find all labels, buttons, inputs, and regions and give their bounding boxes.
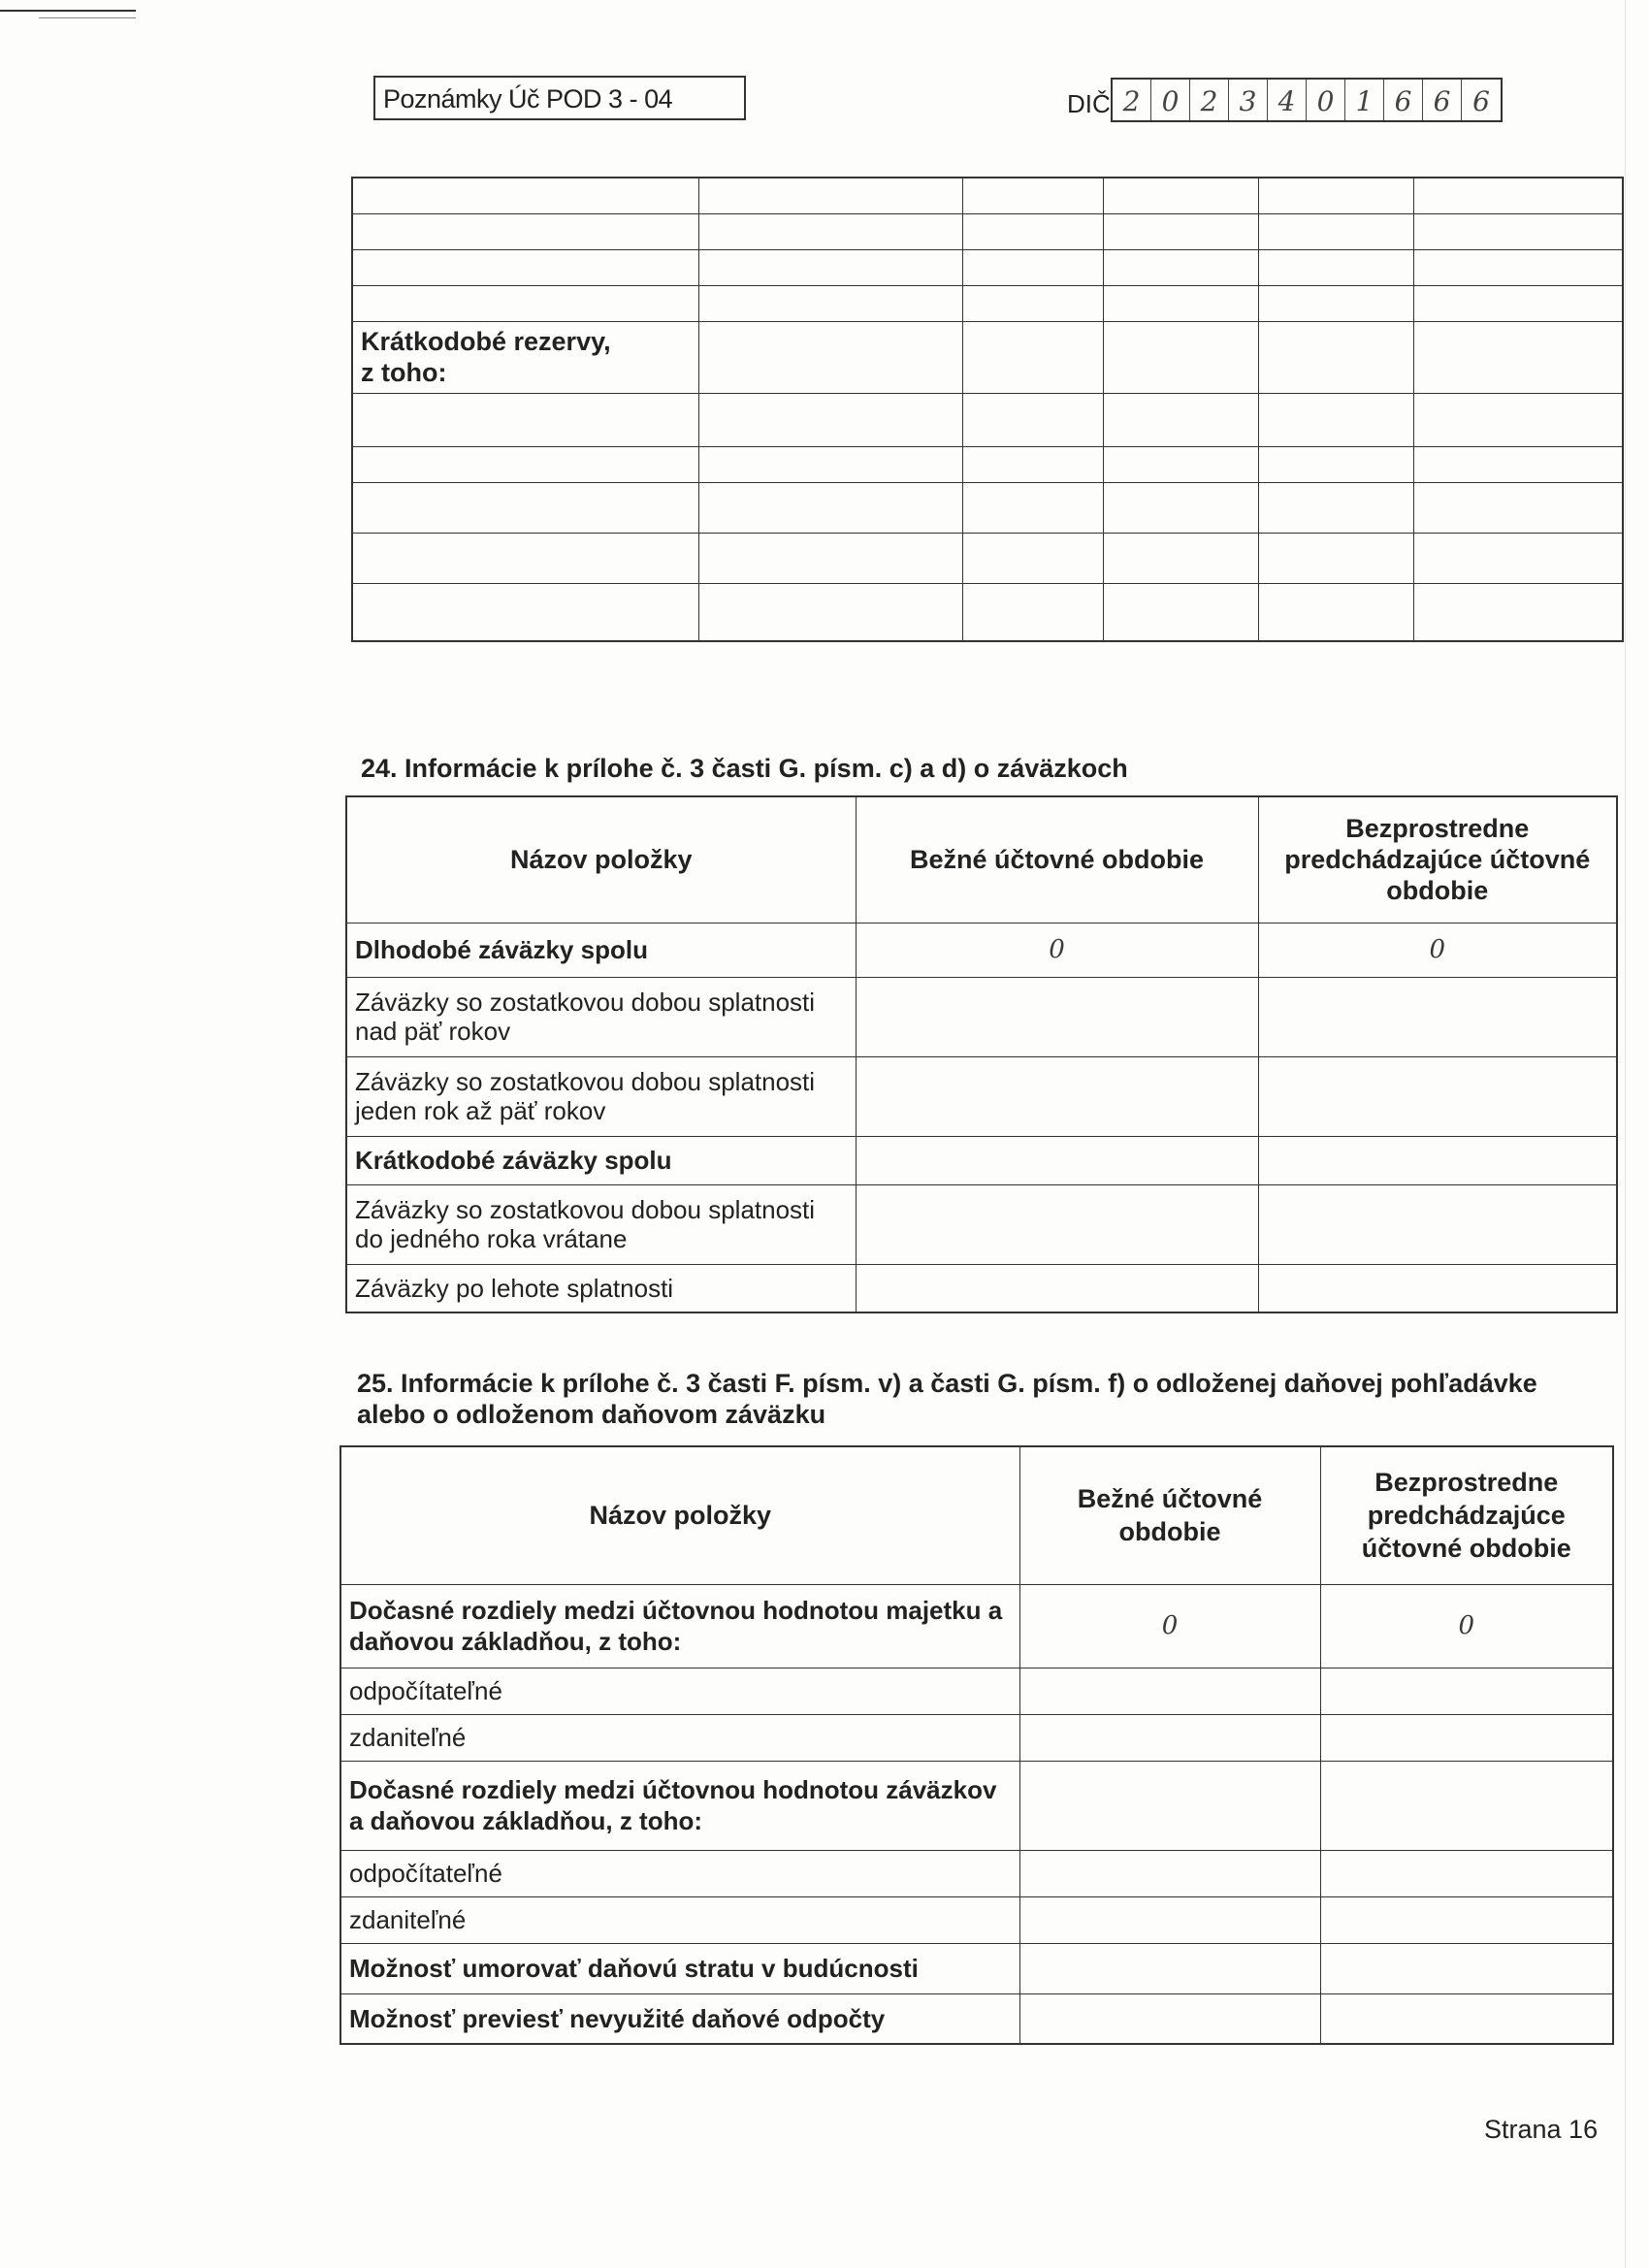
previous-value xyxy=(1320,1668,1613,1714)
previous-value xyxy=(1258,1264,1617,1312)
table-row xyxy=(340,1761,1613,1850)
row-label: odpočítateľné xyxy=(340,1668,1019,1714)
current-value xyxy=(1019,1850,1320,1896)
row-label: Záväzky so zostatkovou dobou splatnosti nad päť rokov xyxy=(346,977,856,1056)
row-label: Dočasné rozdiely medzi účtovnou hodnotou záväzkov a daňovou základňou, z toho: xyxy=(340,1761,1019,1850)
previous-value xyxy=(1258,977,1617,1056)
row-label: Záväzky so zostatkovou dobou splatnosti jeden rok až päť rokov xyxy=(346,1056,856,1136)
reserves-table xyxy=(351,177,1624,642)
previous-value: 0 xyxy=(1258,923,1617,977)
row-label: zdaniteľné xyxy=(340,1714,1019,1761)
current-value xyxy=(1019,1993,1320,2044)
table-row xyxy=(352,446,1623,482)
current-value xyxy=(1019,1668,1320,1714)
table-row xyxy=(346,923,1617,977)
table-row xyxy=(340,1896,1613,1943)
table-row xyxy=(346,1184,1617,1264)
table-header-row xyxy=(346,796,1617,923)
table-row xyxy=(340,1943,1613,1993)
column-header: Názov položky xyxy=(346,796,856,923)
column-header: Názov položky xyxy=(340,1446,1019,1584)
previous-value xyxy=(1320,1943,1613,1993)
dic-label: DIČ xyxy=(1067,89,1111,118)
page-number: Strana 16 xyxy=(1484,2115,1599,2144)
row-label: Záväzky so zostatkovou dobou splatnosti do jedného roka vrátane xyxy=(346,1184,856,1264)
table-row xyxy=(340,1668,1613,1714)
current-value xyxy=(1019,1896,1320,1943)
form-code: Poznámky Úč POD 3 - 04 xyxy=(373,76,746,120)
section-25-title: 25. Informácie k prílohe č. 3 časti F. písm. v) a časti G. písm. f) o odloženej daňovej pohľadávke alebo o odloženom daňovom záväzku xyxy=(357,1369,1537,1429)
scan-artifact-line xyxy=(39,17,136,18)
current-value xyxy=(856,1264,1258,1312)
previous-value xyxy=(1320,1850,1613,1896)
previous-value xyxy=(1320,1761,1613,1850)
current-value xyxy=(856,1184,1258,1264)
row-label: Dočasné rozdiely medzi účtovnou hodnotou majetku a daňovou základňou, z toho: xyxy=(340,1584,1019,1668)
row-label: Krátkodobé záväzky spolu xyxy=(346,1136,856,1184)
previous-value xyxy=(1320,1896,1613,1943)
previous-value xyxy=(1320,1993,1613,2044)
current-value: 0 xyxy=(1019,1584,1320,1668)
liabilities-table xyxy=(345,795,1618,1313)
dic-digit: 3 xyxy=(1229,80,1268,120)
dic-digit: 6 xyxy=(1423,80,1462,120)
table-row xyxy=(352,213,1623,249)
table-row xyxy=(352,533,1623,583)
table-row xyxy=(352,178,1623,213)
column-header: Bežné účtovné obdobie xyxy=(1019,1446,1320,1584)
dic-digit: 1 xyxy=(1345,80,1384,120)
row-label: Dlhodobé záväzky spolu xyxy=(346,923,856,977)
row-label: zdaniteľné xyxy=(340,1896,1019,1943)
current-value xyxy=(1019,1943,1320,1993)
row-label: Možnosť umorovať daňovú stratu v budúcnosti xyxy=(340,1943,1019,1993)
table-row xyxy=(352,249,1623,285)
deferred-tax-table xyxy=(340,1445,1614,2045)
column-header: Bežné účtovné obdobie xyxy=(856,796,1258,923)
table-row xyxy=(340,1993,1613,2044)
table-header-row xyxy=(340,1446,1613,1584)
table-row xyxy=(352,393,1623,446)
table-row xyxy=(340,1584,1613,1668)
dic-digit: 6 xyxy=(1384,80,1423,120)
dic-digit: 2 xyxy=(1190,80,1229,120)
dic-digit: 2 xyxy=(1113,80,1151,120)
table-row xyxy=(346,1136,1617,1184)
column-header: Bezprostredne predchádzajúce účtovné obdobie xyxy=(1320,1446,1613,1584)
row-label: odpočítateľné xyxy=(340,1850,1019,1896)
current-value xyxy=(856,977,1258,1056)
table-row xyxy=(352,583,1623,641)
table-row xyxy=(352,321,1623,393)
previous-value: 0 xyxy=(1320,1584,1613,1668)
table-row xyxy=(340,1850,1613,1896)
column-header: Bezprostredne predchádzajúce účtovné obdobie xyxy=(1258,796,1617,923)
table-row xyxy=(346,1056,1617,1136)
dic-digit: 6 xyxy=(1472,85,1490,117)
dic-digit: 4 xyxy=(1268,80,1307,120)
dic-field xyxy=(1111,78,1503,122)
table-row xyxy=(346,977,1617,1056)
previous-value xyxy=(1320,1714,1613,1761)
table-row xyxy=(340,1714,1613,1761)
current-value: 0 xyxy=(856,923,1258,977)
previous-value xyxy=(1258,1136,1617,1184)
current-value xyxy=(856,1136,1258,1184)
table-row xyxy=(352,285,1623,321)
current-value xyxy=(1019,1761,1320,1850)
short-term-reserves-label: Krátkodobé rezervy, z toho: xyxy=(352,321,698,393)
section-24-title: 24. Informácie k prílohe č. 3 časti G. písm. c) a d) o záväzkoch xyxy=(361,754,1128,783)
scan-artifact-line xyxy=(0,10,136,12)
previous-value xyxy=(1258,1184,1617,1264)
current-value xyxy=(856,1056,1258,1136)
dic-digit: 0 xyxy=(1307,80,1345,120)
table-row xyxy=(352,482,1623,533)
table-row xyxy=(346,1264,1617,1312)
row-label: Možnosť previesť nevyužité daňové odpočty xyxy=(340,1993,1019,2044)
dic-digit: 0 xyxy=(1151,80,1190,120)
current-value xyxy=(1019,1714,1320,1761)
scan-edge xyxy=(1625,0,1626,2268)
row-label: Záväzky po lehote splatnosti xyxy=(346,1264,856,1312)
previous-value xyxy=(1258,1056,1617,1136)
